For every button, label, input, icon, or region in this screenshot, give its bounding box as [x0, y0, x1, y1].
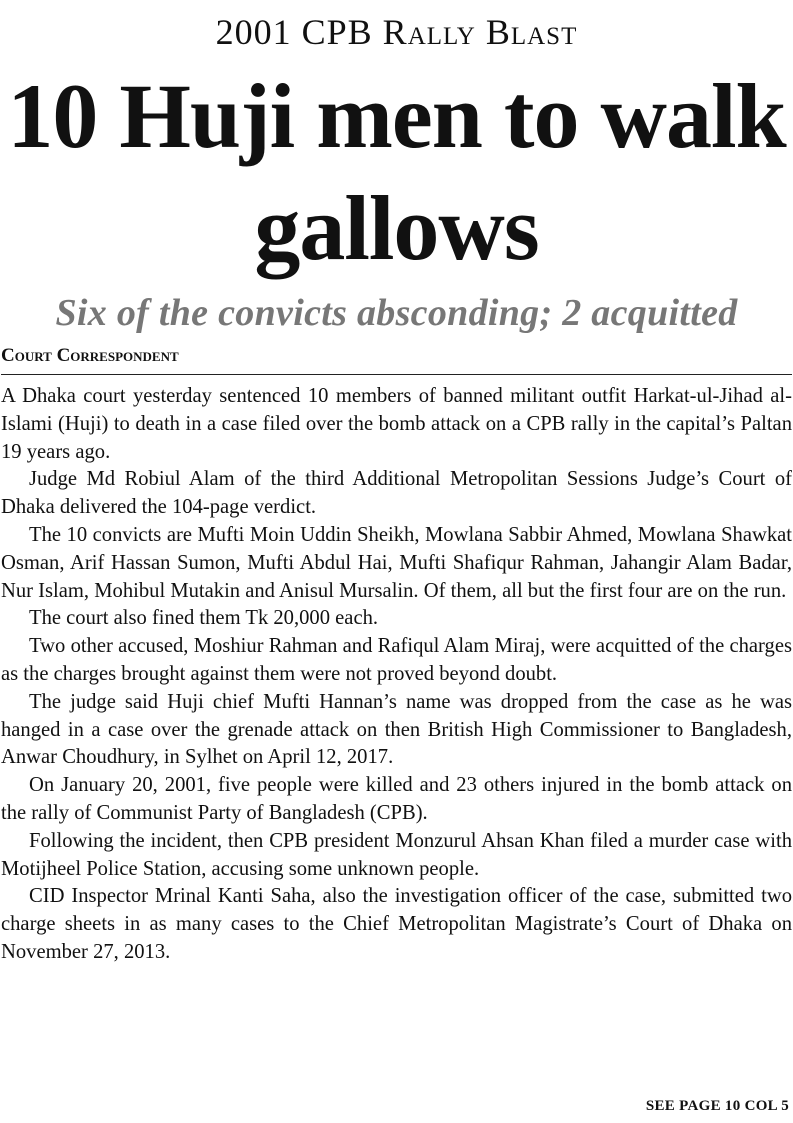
- paragraph: A Dhaka court yesterday sentenced 10 members of banned militant outfit Harkat-ul-Jihad al-Islami (Huji) to death in a case filed over the bomb attack on a CPB rally in the capital’s Paltan 19 years ago.: [1, 385, 792, 463]
- paragraph: Following the incident, then CPB president Monzurul Ahsan Khan filed a murder case with Motijheel Police Station, accusing some unknown people.: [1, 829, 792, 880]
- paragraph: CID Inspector Mrinal Kanti Saha, also the investigation officer of the case, submitted two charge sheets in as many cases to the Chief Metropolitan Magistrate’s Court of Dhaka on November 27, 2013.: [1, 885, 792, 963]
- continued-jump-line: SEE PAGE 10 COL 5: [645, 1098, 789, 1114]
- paragraph: Judge Md Robiul Alam of the third Additional Metropolitan Sessions Judge’s Court of Dhaka delivered the 104-page verdict.: [1, 468, 792, 519]
- paragraph: The 10 convicts are Mufti Moin Uddin Sheikh, Mowlana Sabbir Ahmed, Mowlana Shawkat Osman, Arif Hassan Sumon, Mufti Abdul Hai, Mufti Shafiqur Rahman, Jahangir Alam Badar, Nur Islam, Mohibul Mutakin and Anisul Mursalin. Of them, all but the first four are on the run.: [1, 523, 792, 602]
- paragraph: On January 20, 2001, five people were killed and 23 others injured in the bomb attack on the rally of Communist Party of Bangladesh (CPB).: [1, 774, 792, 824]
- kicker: 2001 CPB Rally Blast: [215, 12, 578, 52]
- paragraph: The court also fined them Tk 20,000 each.: [29, 607, 379, 630]
- headline: 10 Huji men to walk gallows: [7, 65, 786, 279]
- subheadline: Six of the convicts absconding; 2 acquitted: [55, 292, 738, 334]
- byline: Court Correspondent: [1, 344, 792, 375]
- article-body: [1, 383, 792, 967]
- paragraph: The judge said Huji chief Mufti Hannan’s name was dropped from the case as he was hanged in a case over the grenade attack on then British High Commissioner to Bangladesh, Anwar Choudhury, in Sylhet on April 12, 2017.: [1, 690, 792, 769]
- paragraph: Two other accused, Moshiur Rahman and Rafiqul Alam Miraj, were acquitted of the charges as the charges brought against them were not proved beyond doubt.: [1, 635, 792, 685]
